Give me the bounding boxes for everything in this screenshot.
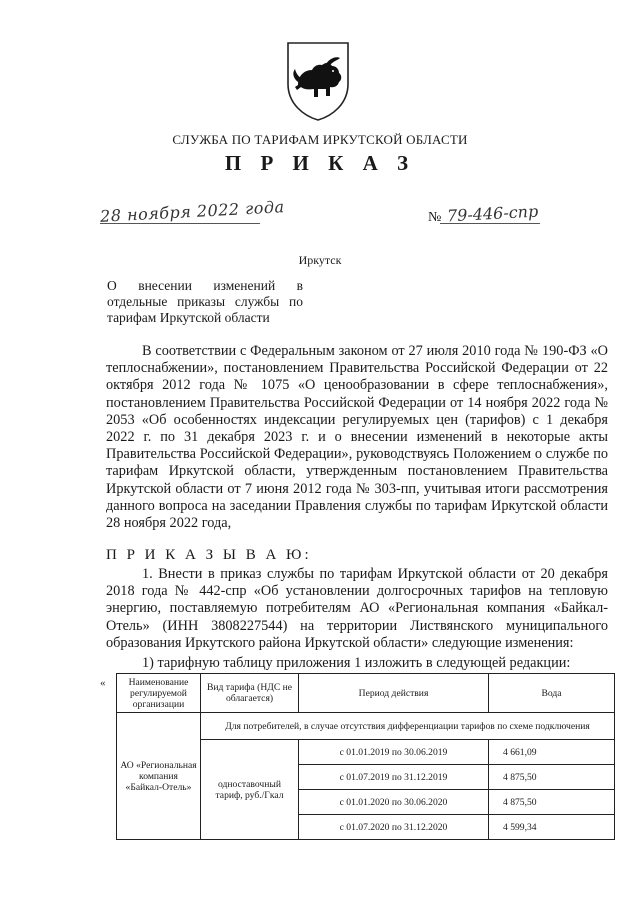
organization-cell: АО «Региональная компания «Байкал-Отель» <box>117 713 201 840</box>
item1-text: 1. Внести в приказ службы по тарифам Иркутской области от 20 декабря 2018 года № 442-спр «Об установлении долгосрочных тарифов на тепловую энергию, поставляемую потребителям АО «Региональная компания «Байкал-Отель» (ИНН 3808227544) на территории Листвянского муниципального образования Иркутского района Иркутской области» следующие изменения: <box>106 566 608 651</box>
coat-of-arms-emblem <box>284 40 352 122</box>
period-cell: с 01.07.2019 по 31.12.2019 <box>299 765 489 790</box>
header-organization: Наименование регулируемой организации <box>117 674 201 713</box>
item1-1-text: 1) тарифную таблицу приложения 1 изложить в следующей редакции: <box>142 655 571 671</box>
period-cell: с 01.01.2020 по 30.06.2020 <box>299 790 489 815</box>
period-cell: с 01.07.2020 по 31.12.2020 <box>299 815 489 840</box>
tariff-table <box>116 673 615 840</box>
value-cell: 4 599,34 <box>489 815 615 840</box>
table-header-row <box>117 674 615 713</box>
header-tariff-type: Вид тарифа (НДС не облагается) <box>201 674 299 713</box>
tariff-type-cell: одноставочный тариф, руб./Гкал <box>201 740 299 840</box>
number-prefix: № <box>428 210 442 225</box>
number-underline <box>440 223 540 224</box>
opening-quote-mark: « <box>100 677 106 689</box>
city-name: Иркутск <box>298 253 342 267</box>
table-span-row <box>117 713 615 740</box>
preamble-text: В соответствии с Федеральным законом от 27 июля 2010 года № 190-ФЗ «О теплоснабжении», постановлением Правительства Российской Федерации от 22 октября 2012 года № 1075 «О ценообразовании в сфере теплоснабжения», постановлением Правительства Российской Федерации от 14 ноября 2022 года № 2053 «Об особенностях индексации регулируемых цен (тарифов) с 1 декабря 2022 г. по 31 декабря 2023 г. и о внесении изменений в некоторые акты Правительства Российской Федерации», руководствуясь Положением о службе по тарифам Иркутской области, утвержденным постановлением Правительства Иркутской области от 7 июня 2012 года № 303-пп, учитывая итоги рассмотрения данного вопроса на заседании Правления службы по тарифам Иркутской области 28 ноября 2022 года, <box>106 343 608 532</box>
value-cell: 4 661,09 <box>489 740 615 765</box>
order-keyword: П Р И К А З Ы В А Ю: <box>106 547 312 563</box>
order-subject <box>107 278 303 326</box>
item1-block <box>106 566 608 652</box>
preamble-block <box>106 343 608 532</box>
value-cell: 4 875,50 <box>489 765 615 790</box>
agency-name: СЛУЖБА ПО ТАРИФАМ ИРКУТСКОЙ ОБЛАСТИ <box>172 132 468 147</box>
handwritten-number: 79-446-спр <box>446 201 539 226</box>
value-cell: 4 875,50 <box>489 790 615 815</box>
document-title: П Р И К А З <box>224 151 416 175</box>
item1-1-block <box>106 655 608 672</box>
date-underline <box>100 223 260 224</box>
handwritten-date: 28 ноября 2022 года <box>99 197 285 226</box>
period-cell: с 01.01.2019 по 30.06.2019 <box>299 740 489 765</box>
consumer-note-cell: Для потребителей, в случае отсутствия дифференциации тарифов по схеме подключения <box>201 713 615 740</box>
header-period: Период действия <box>299 674 489 713</box>
header-water: Вода <box>489 674 615 713</box>
subject-text: О внесении изменений в отдельные приказы службы по тарифам Иркутской области <box>107 278 303 325</box>
